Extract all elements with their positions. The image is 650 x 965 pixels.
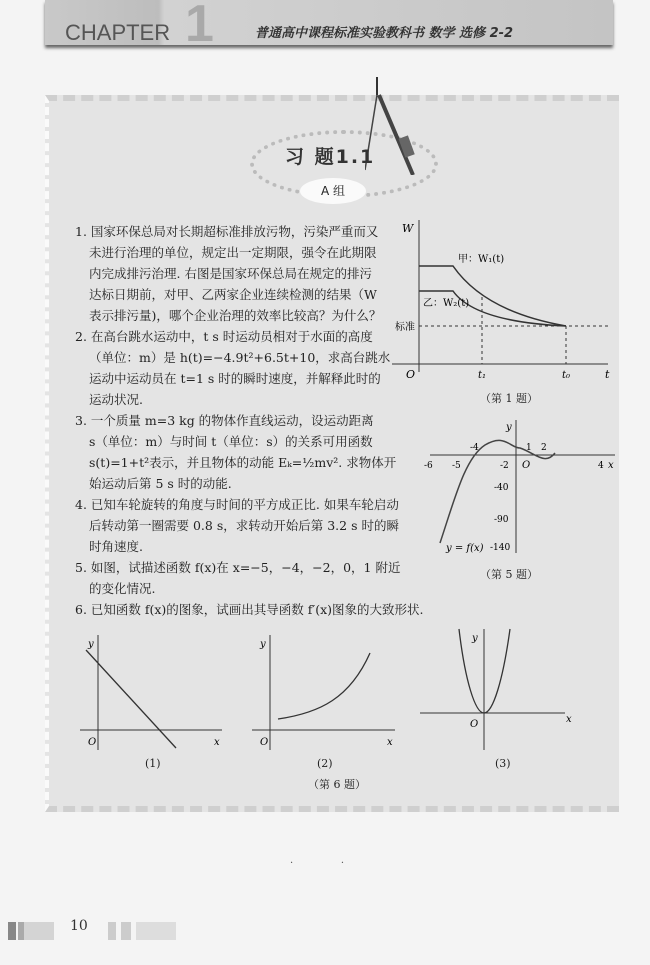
- series-b-label: 乙：W₂(t): [423, 298, 470, 309]
- problem-1: [75, 221, 424, 326]
- figure-1-caption: （第 1 题）: [480, 392, 538, 405]
- y-tick: -140: [490, 543, 511, 553]
- figure-1-graph: [390, 212, 620, 382]
- text-line: 始运动后第 5 s 时的动能.: [89, 476, 232, 491]
- text-line: 3. 一个质量 m=3 kg 的物体作直线运动，设运动距离: [75, 413, 374, 428]
- graph-2: [252, 635, 395, 750]
- y-tick: -90: [494, 515, 509, 525]
- x-label: x: [387, 737, 393, 748]
- t0-label: t₀: [562, 370, 571, 381]
- footer-bar-decoration: [8, 920, 176, 940]
- section-title: 习 题1.1: [285, 146, 376, 168]
- x-tick: -4: [470, 443, 479, 453]
- figure-6-caption: （第 6 题）: [308, 778, 366, 791]
- origin-label: O: [522, 460, 531, 471]
- y-tick: -40: [494, 483, 509, 493]
- y-label: y: [506, 422, 512, 433]
- x-tick: -2: [500, 461, 509, 471]
- graph-1: [80, 635, 222, 750]
- problem-2: [75, 326, 424, 410]
- x-label: x: [214, 737, 220, 748]
- origin-label: O: [260, 737, 269, 748]
- text-line: 的变化情况.: [89, 581, 156, 596]
- text-line: 运动状况.: [89, 392, 143, 407]
- text-line: 表示排污量)，哪个企业治理的效率比较高？为什么？: [89, 308, 382, 323]
- graph-3-label: (3): [495, 757, 511, 770]
- text-line: 后转动第一圈需要 0.8 s，求转动开始后第 3.2 s 时的瞬: [89, 518, 399, 533]
- graph-1-label: (1): [145, 757, 161, 770]
- chapter-number: 1: [185, 0, 214, 53]
- chapter-label: CHAPTER: [65, 20, 171, 45]
- x-label: x: [608, 460, 614, 471]
- series-a-label: 甲：W₁(t): [458, 254, 505, 265]
- text-line: 2. 在高台跳水运动中，t s 时运动员相对于水面的高度: [75, 329, 373, 344]
- group-label: A 组: [300, 178, 366, 204]
- text-line: 4. 已知车轮旋转的角度与时间的平方成正比. 如果车轮启动: [75, 497, 399, 512]
- y-label: y: [472, 633, 478, 644]
- t1-label: t₁: [478, 370, 487, 381]
- x-tick: 2: [541, 443, 547, 453]
- curve-label: y = f(x): [446, 543, 484, 554]
- origin-label: O: [406, 368, 416, 381]
- problem-5: [75, 557, 424, 599]
- figure-5-graph: [410, 418, 620, 558]
- text-line: 达标日期前，对甲、乙两家企业连续检测的结果（W: [89, 287, 377, 302]
- text-line: 未进行治理的单位，规定出一定期限，强令在此期限: [89, 245, 377, 260]
- y-label: W: [402, 222, 414, 235]
- scan-specks: · ·: [290, 858, 345, 869]
- problem-6: [75, 599, 424, 620]
- text-line: 6. 已知函数 f(x)的图象，试画出其导函数 f′(x)图象的大致形状.: [75, 602, 424, 617]
- book-title: 普通高中课程标准实验教科书 数学 选修 2-2: [255, 26, 514, 41]
- origin-label: O: [470, 719, 479, 730]
- problem-4: [75, 494, 424, 557]
- x-label: t: [605, 368, 610, 381]
- text-line: s（单位：m）与时间 t（单位：s）的关系可用函数: [89, 434, 373, 449]
- text-line: 时角速度.: [89, 539, 143, 554]
- problem-list: [75, 221, 424, 620]
- text-line: 内完成排污治理. 右图是国家环保总局在规定的排污: [89, 266, 372, 281]
- curve-a: [419, 266, 566, 326]
- text-line: 5. 如图，试描述函数 f(x)在 x=−5，−4，−2，0，1 附近: [75, 560, 401, 575]
- chapter-header: [45, 0, 613, 53]
- text-line: （单位：m）是 h(t)=−4.9t²+6.5t+10，求高台跳水: [89, 350, 391, 365]
- text-line: 1. 国家环保总局对长期超标准排放污物，污染严重而又: [75, 224, 379, 239]
- y-label: y: [260, 639, 266, 650]
- text-line: s(t)=1+t²表示，并且物体的动能 Eₖ=½mv². 求物体开: [89, 455, 397, 470]
- origin-label: O: [88, 737, 97, 748]
- x-tick: 1: [526, 443, 532, 453]
- graph-2-label: (2): [317, 757, 333, 770]
- problem-3: [75, 410, 424, 494]
- text-line: 运动中运动员在 t=1 s 时的瞬时速度，并解释此时的: [89, 371, 381, 386]
- figure-6-graphs: [70, 625, 620, 753]
- x-tick: 4: [598, 461, 604, 471]
- x-tick: -6: [424, 461, 433, 471]
- page-number: 10: [70, 918, 88, 934]
- graph-3: [420, 629, 572, 750]
- y-label: y: [88, 639, 94, 650]
- figure-5-caption: （第 5 题）: [480, 568, 538, 581]
- standard-label: 标准: [395, 322, 415, 333]
- x-tick: -5: [452, 461, 461, 471]
- x-label: x: [566, 714, 572, 725]
